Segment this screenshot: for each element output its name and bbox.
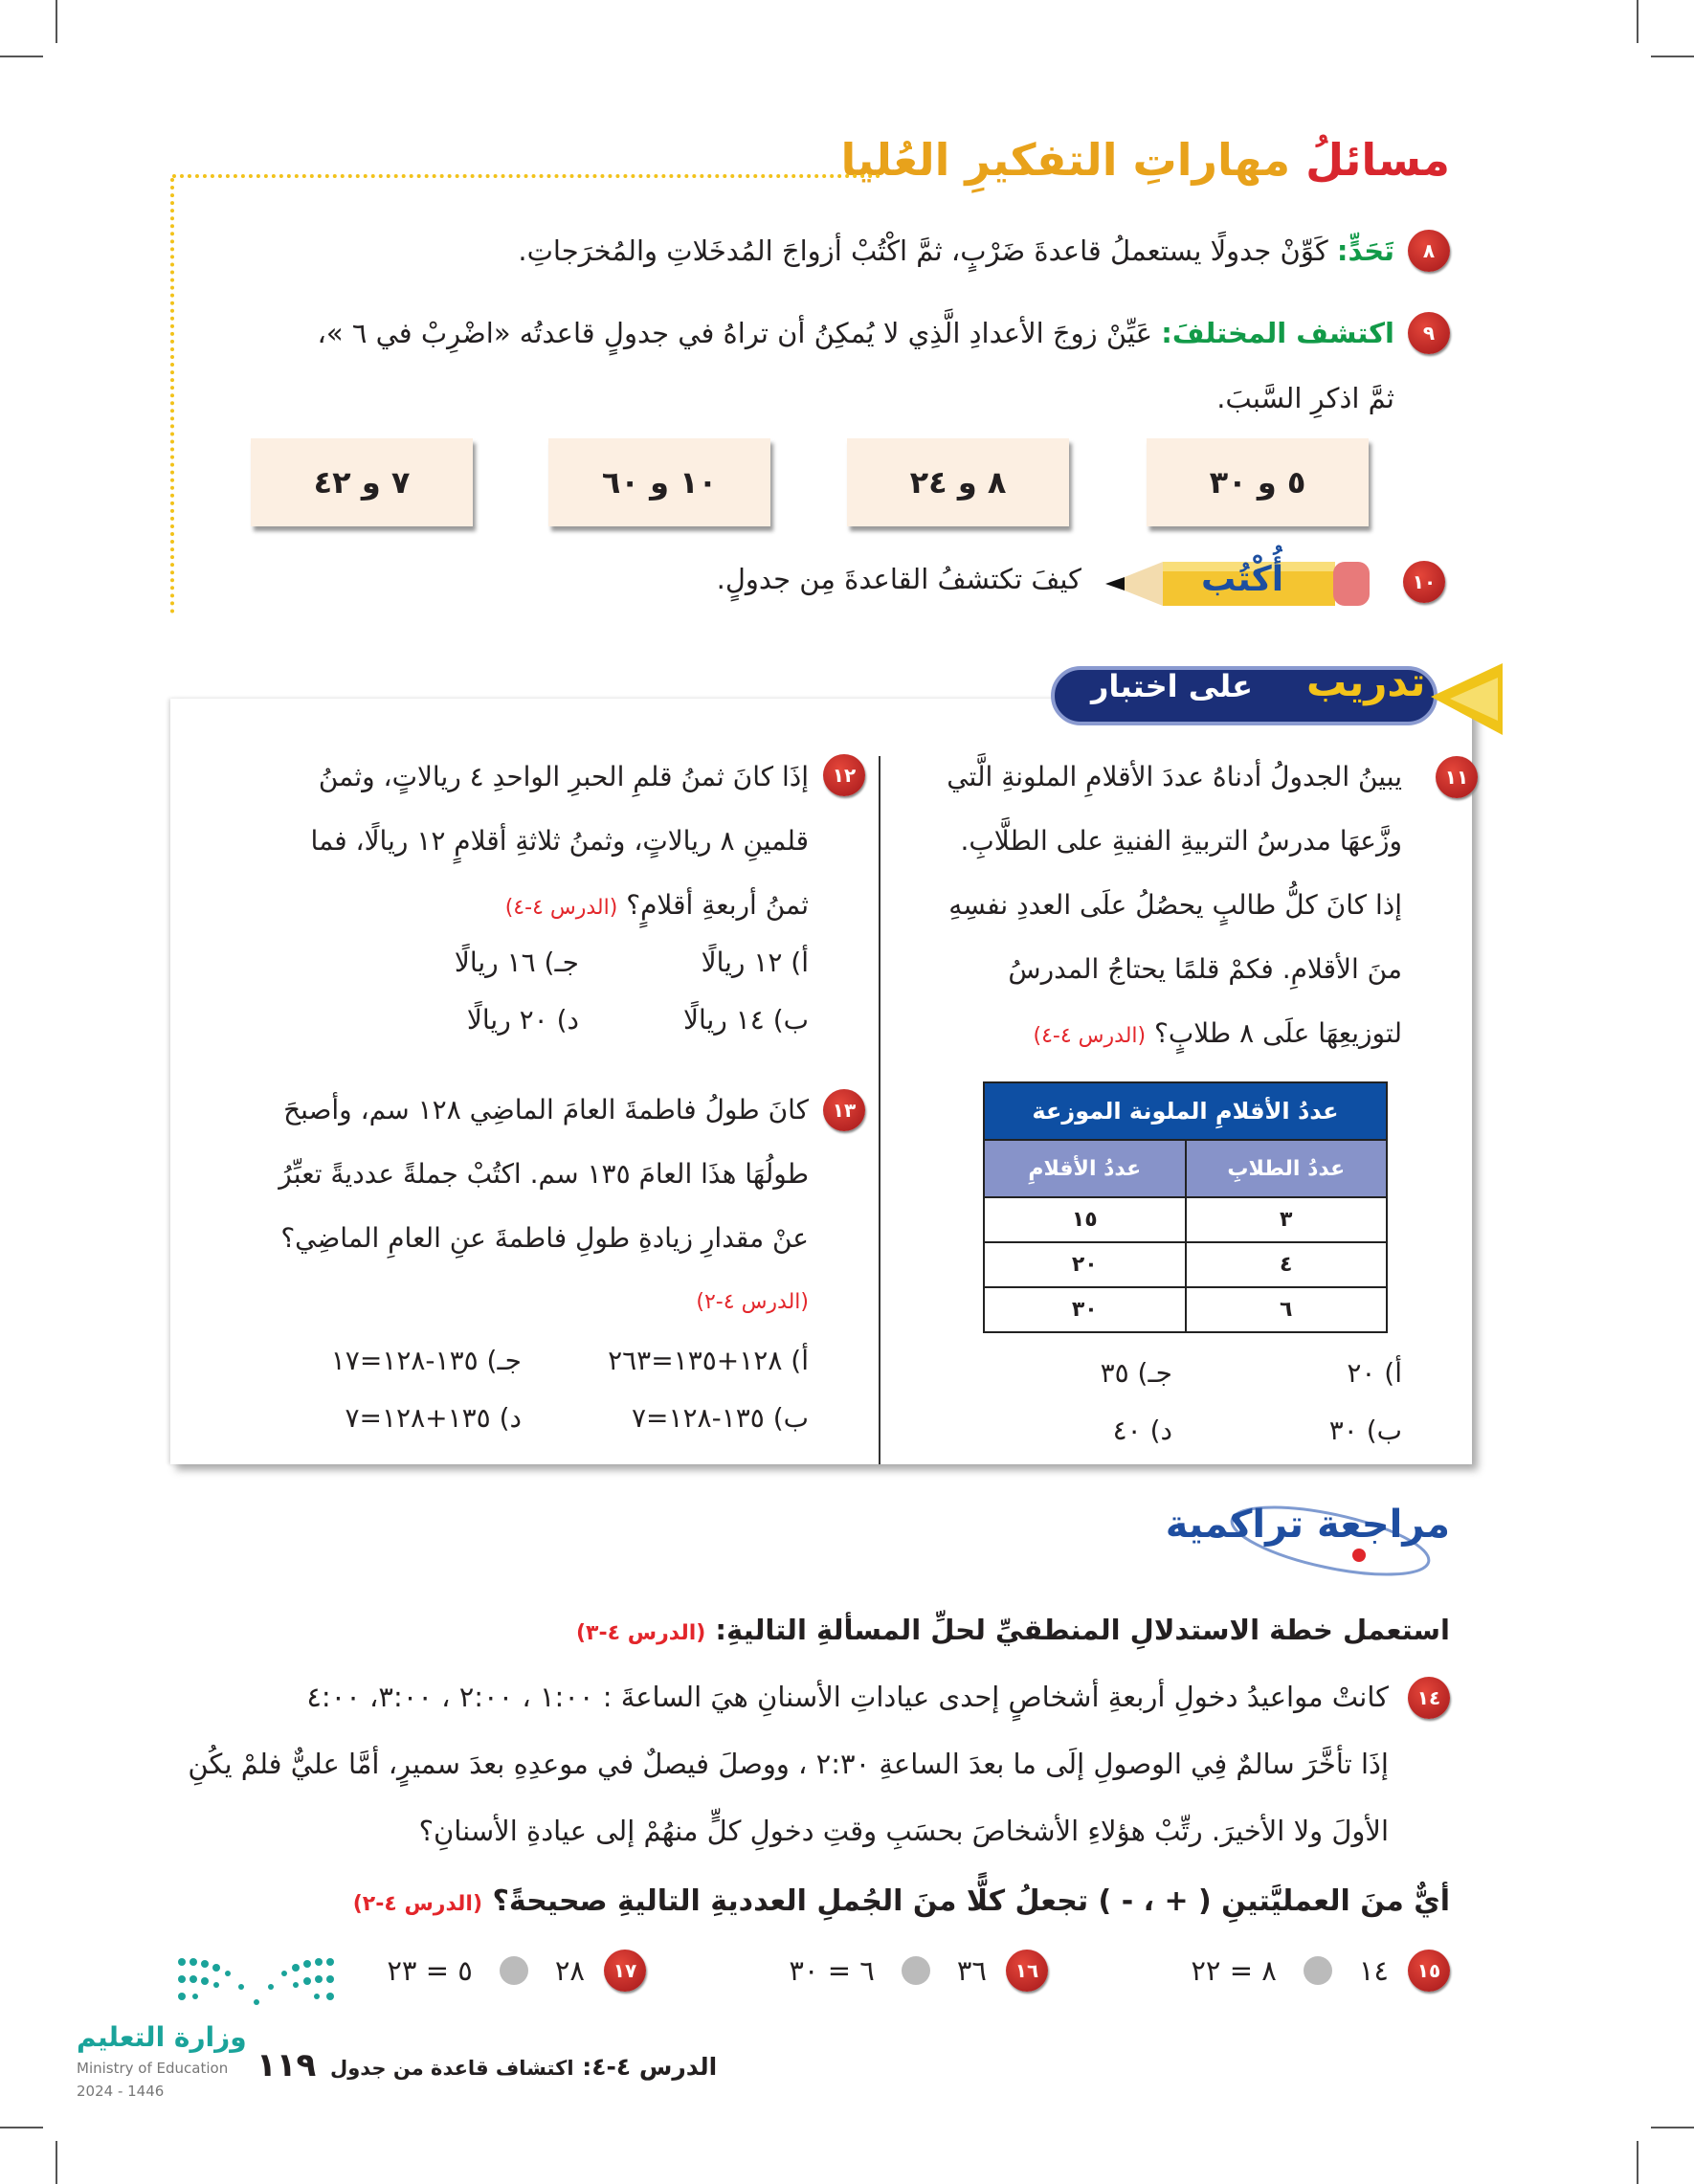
text-line: عنْ مقدارِ زيادةِ طولِ فاطمةَ عنِ العامِ الماضِي؟	[280, 1222, 809, 1254]
text-line: الأولَ ولا الأخيرَ. رتِّبْ هؤلاءِ الأشخاصَ بحسَبِ وقتِ دخولِ كلٍّ منهُمْ إلى عيادةِ الأسنانِ؟	[418, 1815, 1389, 1847]
operation-blank[interactable]	[1304, 1956, 1332, 1985]
option[interactable]: ب) ٣٠	[1328, 1415, 1402, 1446]
column-header: عددُ الأقلامِ	[984, 1140, 1186, 1197]
write-label: أُكْتُب	[1201, 560, 1284, 599]
text-line: كانَ طولُ فاطمةَ العامَ الماضِي ١٢٨ سم، وأصبحَ	[283, 1094, 809, 1125]
question-number: ١٢	[823, 754, 865, 796]
ministry-name-ar: وزارة التعليم	[77, 2021, 247, 2053]
text-line: إذا كانَ كلُّ طالبٍ يحصُلُ علَى العددِ نفسِهِ	[948, 889, 1402, 921]
ministry-name-en: Ministry of Education	[77, 2060, 229, 2077]
lesson-ref: (الدرس ٤-٢)	[352, 1892, 483, 1916]
option[interactable]: أ) ١٢٨+١٣٥=٢٦٣	[608, 1345, 809, 1376]
review-instruction	[72, 1606, 1450, 1658]
option[interactable]: ب) ١٤ ريالًا	[683, 1004, 809, 1036]
table-row	[984, 1242, 1387, 1287]
option[interactable]: أ) ١٢ ريالًا	[701, 947, 809, 978]
lesson-ref: (الدرس ٤-٤)	[1033, 1024, 1147, 1048]
banner-title: تدريب	[1306, 658, 1426, 705]
cell: ٦	[1186, 1287, 1388, 1332]
operation-blank[interactable]	[902, 1956, 930, 1985]
question-12-options	[349, 944, 809, 1039]
option[interactable]: د) ١٣٥+١٢٨=٧	[345, 1402, 522, 1434]
option[interactable]: د) ٢٠ ريالًا	[466, 1004, 579, 1036]
number-pair-card: ٥ و ٣٠	[1147, 438, 1369, 526]
operand: ٢٨	[554, 1954, 585, 1987]
question-text: عَيِّنْ زوجَ الأعدادِ الَّذِي لا يُمكِنُ أن تراهُ في جدولٍ قاعدتُه «اضْرِبْ في ٦ »،	[317, 317, 1152, 349]
equation-rest: ٥ = ٢٣	[387, 1954, 473, 1987]
question-number: ١٦	[1006, 1950, 1048, 1992]
text-line: وزَّعهَا مدرسُ التربيةِ الفنيةِ على الطلَّابِ.	[960, 825, 1402, 857]
question-number: ١٤	[1408, 1677, 1450, 1719]
question-12-text	[158, 745, 809, 1039]
crop-mark	[56, 2141, 57, 2184]
table-row	[984, 1287, 1387, 1332]
title-word: مسائلُ	[1305, 134, 1450, 186]
edition-year: 2024 - 1446	[77, 2083, 165, 2100]
crop-mark	[56, 0, 57, 43]
number-pair-card: ١٠ و ٦٠	[548, 438, 770, 526]
text-line: ثمنُ أربعةِ أقلامٍ؟	[626, 889, 809, 921]
text-line: كانتْ مواعيدُ دخولِ أربعةِ أشخاصٍ إحدى عياداتِ الأسنانِ هيَ الساعةَ : ١:٠٠ ، ٢:٠٠ ، ٣:٠٠، ٤:٠٠	[306, 1681, 1389, 1713]
text-line: إذَا كانَ ثمنُ قلمِ الحبرِ الواحدِ ٤ ريالاتٍ، وثمنُ	[318, 761, 809, 792]
lesson-ref: (الدرس ٤-٢)	[696, 1290, 809, 1314]
lesson-ref: (الدرس ٤-٣)	[575, 1621, 706, 1645]
option[interactable]: د) ٤٠	[1112, 1415, 1172, 1446]
question-number: ٩	[1408, 312, 1450, 354]
section-title	[841, 134, 1450, 186]
text-line: قلمينِ ٨ ريالاتٍ، وثمنُ ثلاثةِ أقلامٍ ١٢ ريالًا، فما	[310, 825, 809, 857]
question-13-options	[234, 1342, 809, 1437]
cell: ١٥	[984, 1197, 1186, 1242]
instruction-text: استعمل خطة الاستدلالِ المنطقيِّ لحلِّ المسألةِ التاليةِ:	[715, 1614, 1450, 1646]
number-pair-card: ٧ و ٤٢	[251, 438, 473, 526]
review-instruction-2	[72, 1878, 1450, 1928]
question-text: ثمَّ اذكرِ السَّببَ.	[1216, 382, 1394, 414]
footer-lesson	[330, 2053, 717, 2081]
question-number: ١٧	[604, 1950, 646, 1992]
question-label: اكتشف المختلفَ:	[1161, 317, 1394, 349]
table-row	[984, 1197, 1387, 1242]
lesson-number: الدرس ٤-٤:	[582, 2053, 718, 2081]
question-9	[317, 301, 1450, 431]
question-14-text	[72, 1663, 1389, 1864]
item-16	[646, 1950, 1048, 1992]
dotted-border	[170, 178, 174, 613]
review-section	[72, 1606, 1450, 1992]
lesson-ref: (الدرس ٤-٤)	[504, 896, 618, 920]
column-header: عددُ الطلابِ	[1186, 1140, 1388, 1197]
crop-mark	[1637, 2141, 1638, 2184]
operation-blank[interactable]	[500, 1956, 528, 1985]
crop-mark	[1651, 2127, 1694, 2128]
crop-mark	[0, 2127, 43, 2128]
option[interactable]: جـ) ١٣٥-١٢٨=١٧	[330, 1345, 522, 1376]
crop-mark	[0, 56, 43, 57]
table-title: عددُ الأقلامِ الملونة الموزعة	[984, 1082, 1387, 1140]
operand: ١٤	[1358, 1954, 1389, 1987]
text-line: لتوزيعِهَا علَى ٨ طلابٍ؟	[1154, 1017, 1402, 1049]
crop-mark	[1637, 0, 1638, 43]
question-number: ١٥	[1408, 1950, 1450, 1992]
dotted-border	[172, 174, 880, 178]
cell: ٣	[1186, 1197, 1388, 1242]
option[interactable]: ب) ١٣٥-١٢٨=٧	[631, 1402, 809, 1434]
question-label: تَحَدٍّ:	[1336, 234, 1394, 267]
item-15	[1048, 1950, 1450, 1992]
cell: ٢٠	[984, 1242, 1186, 1287]
text-line: طولُهَا هذَا العامَ ١٣٥ سم. اكتُبْ جملةً عدديةً تعبِّرُ	[279, 1158, 809, 1190]
option[interactable]: جـ) ١٦ ريالًا	[454, 947, 579, 978]
cell: ٣٠	[984, 1287, 1186, 1332]
equation-rest: ٦ = ٣٠	[789, 1954, 875, 1987]
question-13-text	[158, 1078, 809, 1437]
crop-mark	[1651, 56, 1694, 57]
question-number: ١٠	[1403, 561, 1445, 603]
question-11-text	[857, 745, 1402, 1450]
question-8	[518, 218, 1450, 283]
title-rest: مهاراتِ التفكيرِ العُليا	[840, 134, 1291, 186]
banner-subtitle: على اختبار	[1091, 668, 1254, 704]
operand: ٣٦	[956, 1954, 987, 1987]
cell: ٤	[1186, 1242, 1388, 1287]
question-text: كيفَ تكتشفُ القاعدةَ مِن جدولٍ.	[716, 563, 1081, 595]
option[interactable]: أ) ٢٠	[1347, 1357, 1402, 1389]
page-number: ١١٩	[256, 2046, 317, 2084]
option[interactable]: جـ) ٣٥	[1100, 1357, 1172, 1389]
text-line: منَ الأقلامِ. فكمْ قلمًا يحتاجُ المدرسُ	[1008, 953, 1402, 985]
ministry-logo-dots	[172, 1952, 340, 2010]
equation-rest: ٨ = ٢٢	[1191, 1954, 1277, 1987]
question-14	[72, 1663, 1450, 1864]
question-text: كَوِّنْ جدولًا يستعملُ قاعدةَ ضَرْبٍ، ثمَّ اكْتُبْ أزواجَ المُدخَلاتِ والمُخرَجاتِ.	[518, 234, 1328, 267]
review-title: مراجعة تراكمية	[1165, 1503, 1450, 1547]
instruction-text: أيٌّ منَ العمليَّتينِ ( + ، - ) تجعلُ كلًّا منَ الجُملِ العدديةِ التاليةِ صحيحةً؟	[492, 1884, 1450, 1918]
question-number: ١٣	[823, 1089, 865, 1131]
question-number: ١١	[1436, 756, 1478, 798]
question-number: ٨	[1408, 230, 1450, 272]
text-line: يبينُ الجدولُ أدناهُ عددَ الأقلامِ الملونةِ الَّتي	[947, 761, 1402, 792]
text-line: إذَا تأخَّرَ سالمٌ فِي الوصولِ إلَى ما بعدَ الساعةِ ٢:٣٠ ، ووصلَ فيصلٌ في موعدِهِ بعدَ سميرٍ، أمَّا عليٌّ فلمْ يكُنِ	[188, 1748, 1389, 1780]
question-11-options	[943, 1354, 1402, 1450]
pencils-table	[983, 1081, 1388, 1333]
lesson-title: اكتشاف قاعدة من جدول	[330, 2057, 574, 2080]
number-pair-card: ٨ و ٢٤	[847, 438, 1069, 526]
